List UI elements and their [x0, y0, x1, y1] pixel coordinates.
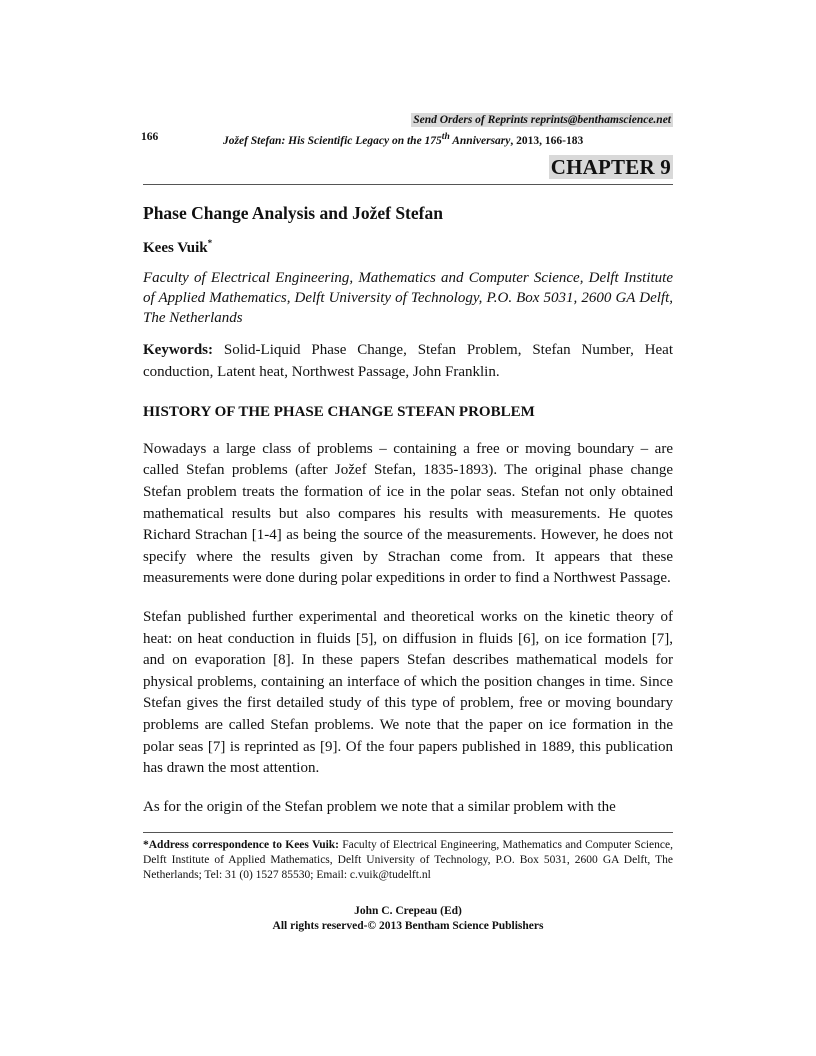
- journal-title: [223, 131, 511, 147]
- header-rule: [143, 184, 673, 185]
- journal-details: , 2013, 166-183: [510, 134, 584, 147]
- keywords: [143, 339, 673, 383]
- copyright-notice: All rights reserved-© 2013 Bentham Science Publishers: [272, 920, 544, 933]
- body-paragraph-2: Stefan published further experimental and theoretical works on the kinetic theory of heat: on heat conduction in fluids [5], on diffusion in fluids [6], on ice formation [7], and on evaporation [8]. In these papers Stefan describes mathematical models for physical problems, containing an interface of which the position changes in time. Since Stefan gives the first detailed study of this type of problem, free or moving boundary problems are called Stefan problems. We note that the paper on ice formation in the polar seas [7] is reprinted as [9]. Of the four papers published in 1889, this publication has drawn the most attention.: [143, 608, 673, 777]
- chapter-label: CHAPTER 9: [550, 154, 671, 179]
- send-orders-notice: [143, 112, 673, 128]
- footnote-label: *Address correspondence to Kees Vuik:: [143, 839, 340, 852]
- author-line: [143, 233, 673, 258]
- page: [143, 112, 673, 934]
- body-paragraph-3: As for the origin of the Stefan problem we note that a similar problem with the: [143, 798, 616, 815]
- send-orders-text: Send Orders of Reprints reprints@benthamscience.net: [413, 114, 671, 126]
- keywords-label: Keywords:: [143, 341, 213, 358]
- footnote-rule: [143, 832, 673, 833]
- author-affiliation: Faculty of Electrical Engineering, Mathematics and Computer Science, Delft Institute of Applied Mathematics, Delft University of Technology, P.O. Box 5031, 2600 GA Delft, The Netherlands: [143, 269, 673, 326]
- author-footnote-mark: *: [207, 237, 213, 248]
- chapter-heading: [143, 155, 673, 180]
- page-number: 166: [141, 131, 159, 143]
- journal-title-end: Anniversary: [449, 134, 511, 147]
- body-paragraph-1: Nowadays a large class of problems – containing a free or moving boundary – are called Stefan problems (after Jožef Stefan, 1835-1893). The original phase change Stefan problem treats the formation of ice in the polar seas. Stefan not only obtained mathematical results but also compares his results with measurements. He quotes Richard Strachan [1-4] as being the source of the measurements. However, he does not specify where the results given by Strachan come from. It appears that these measurements were done during polar expeditions in order to find a Northwest Passage.: [143, 440, 673, 587]
- section-heading: HISTORY OF THE PHASE CHANGE STEFAN PROBLEM: [143, 403, 535, 420]
- author-name: Kees Vuik: [143, 239, 208, 256]
- footnote-text: Faculty of Electrical Engineering, Mathematics and Computer Science, Delft Institute of Applied Mathematics, Delft University of Technology, P.O. Box 5031, 2600 GA Delft, The Netherlands; Tel: 31 (0) 1527 85530; Email: c.vuik@tudelft.nl: [143, 839, 673, 882]
- journal-title-main: Jožef Stefan: His Scientific Legacy on the 175: [223, 134, 442, 147]
- keywords-list: Solid-Liquid Phase Change, Stefan Problem, Stefan Number, Heat conduction, Latent heat, Northwest Passage, John Franklin.: [143, 341, 673, 380]
- correspondence-footnote: [143, 838, 673, 883]
- running-head: [143, 129, 673, 149]
- journal-citation: [223, 131, 584, 147]
- journal-title-sup: th: [441, 131, 450, 142]
- book-editor: John C. Crepeau (Ed): [354, 905, 462, 918]
- article-title: Phase Change Analysis and Jožef Stefan: [143, 202, 443, 223]
